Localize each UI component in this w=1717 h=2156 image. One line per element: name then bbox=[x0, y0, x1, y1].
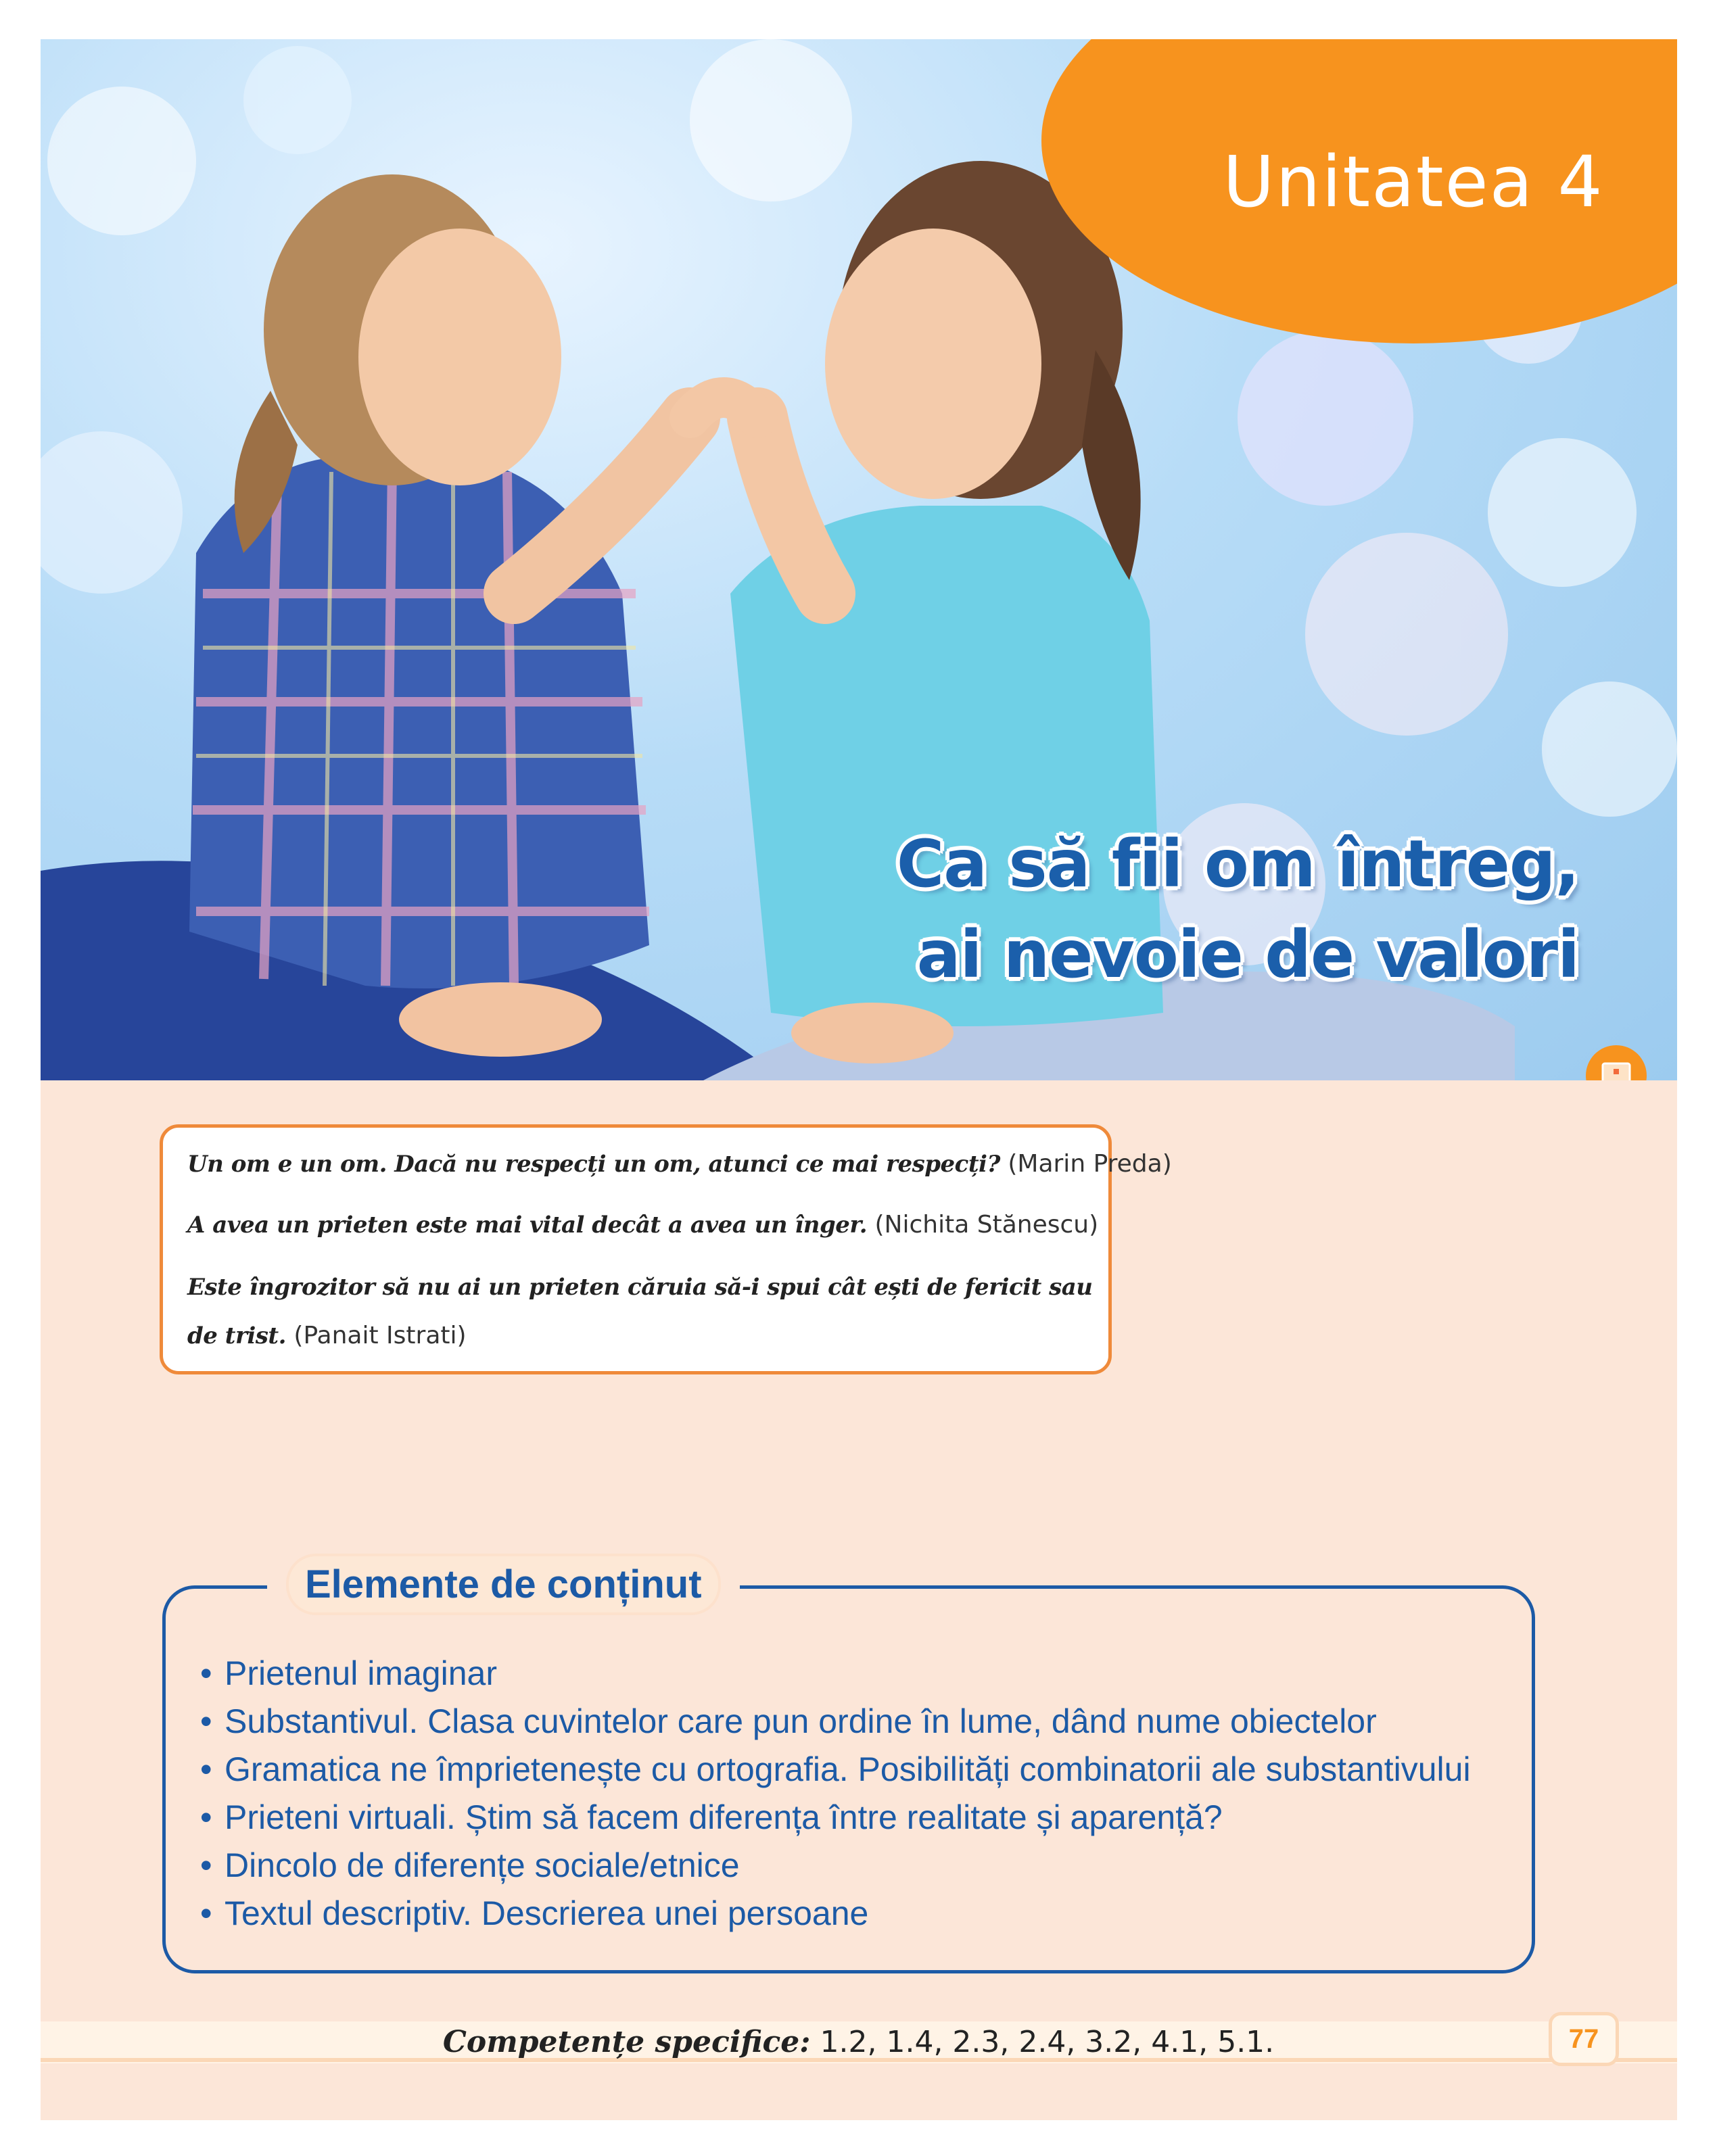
bullet: • bbox=[200, 1702, 212, 1740]
list-item bbox=[200, 1794, 1471, 1842]
page-number: 77 bbox=[1549, 2012, 1619, 2066]
list-item bbox=[200, 1746, 1471, 1794]
hero-image bbox=[41, 39, 1677, 1080]
quote-text: Este îngrozitor să nu ai un prieten căruia să-i spui cât ești de fericit sau bbox=[187, 1274, 1093, 1301]
quote-3 bbox=[187, 1275, 1093, 1299]
competences-label: Competențe specifice: bbox=[442, 2025, 811, 2059]
list-item-text: Dincolo de diferențe sociale/etnice bbox=[225, 1846, 740, 1884]
list-item-text: Prietenul imaginar bbox=[225, 1654, 497, 1692]
quotes-box bbox=[160, 1124, 1172, 1374]
laptop-icon-glyph bbox=[1597, 1061, 1635, 1080]
quote-author: (Marin Preda) bbox=[1008, 1150, 1172, 1178]
unit-label: Unitatea 4 bbox=[1223, 141, 1604, 223]
list-item-text: Textul descriptiv. Descrierea unei persoane bbox=[225, 1894, 869, 1932]
list-item bbox=[200, 1698, 1471, 1746]
bullet: • bbox=[200, 1798, 212, 1836]
quote-author: (Panait Istrati) bbox=[293, 1322, 467, 1349]
quote-text: de trist. bbox=[187, 1322, 286, 1349]
bullet: • bbox=[200, 1846, 212, 1884]
bullet: • bbox=[200, 1894, 212, 1932]
content-title: Elemente de conținut bbox=[289, 1556, 718, 1612]
list-item bbox=[200, 1890, 1471, 1938]
unit-title-line-2: ai nevoie de valori bbox=[916, 917, 1579, 992]
bullet: • bbox=[200, 1654, 212, 1692]
list-item-text: Substantivul. Clasa cuvintelor care pun ordine în lume, dând nume obiectelor bbox=[225, 1702, 1377, 1740]
quote-text: Un om e un om. Dacă nu respecți un om, atunci ce mai respecți? bbox=[187, 1151, 1000, 1178]
content-title-wrap bbox=[267, 1547, 740, 1621]
unit-title-line-1: Ca să fii om întreg, bbox=[896, 826, 1579, 902]
quote-2 bbox=[187, 1213, 1098, 1237]
competences-values: 1.2, 1.4, 2.3, 2.4, 3.2, 4.1, 5.1. bbox=[820, 2025, 1275, 2059]
quote-author: (Nichita Stănescu) bbox=[874, 1211, 1099, 1239]
list-item-text: Prieteni virtuali. Știm să facem diferența între realitate și aparență? bbox=[225, 1798, 1223, 1836]
content-list bbox=[200, 1650, 1471, 1938]
specific-competences bbox=[0, 2021, 1717, 2063]
bullet: • bbox=[200, 1750, 212, 1788]
list-item-text: Gramatica ne împrietenește cu ortografia. Posibilități combinatorii ale substantivului bbox=[225, 1750, 1471, 1788]
quote-1 bbox=[187, 1152, 1172, 1176]
list-item bbox=[200, 1842, 1471, 1890]
quote-text: A avea un prieten este mai vital decât a avea un înger. bbox=[187, 1212, 868, 1239]
quote-3-continuation bbox=[187, 1324, 467, 1348]
list-item bbox=[200, 1650, 1471, 1698]
